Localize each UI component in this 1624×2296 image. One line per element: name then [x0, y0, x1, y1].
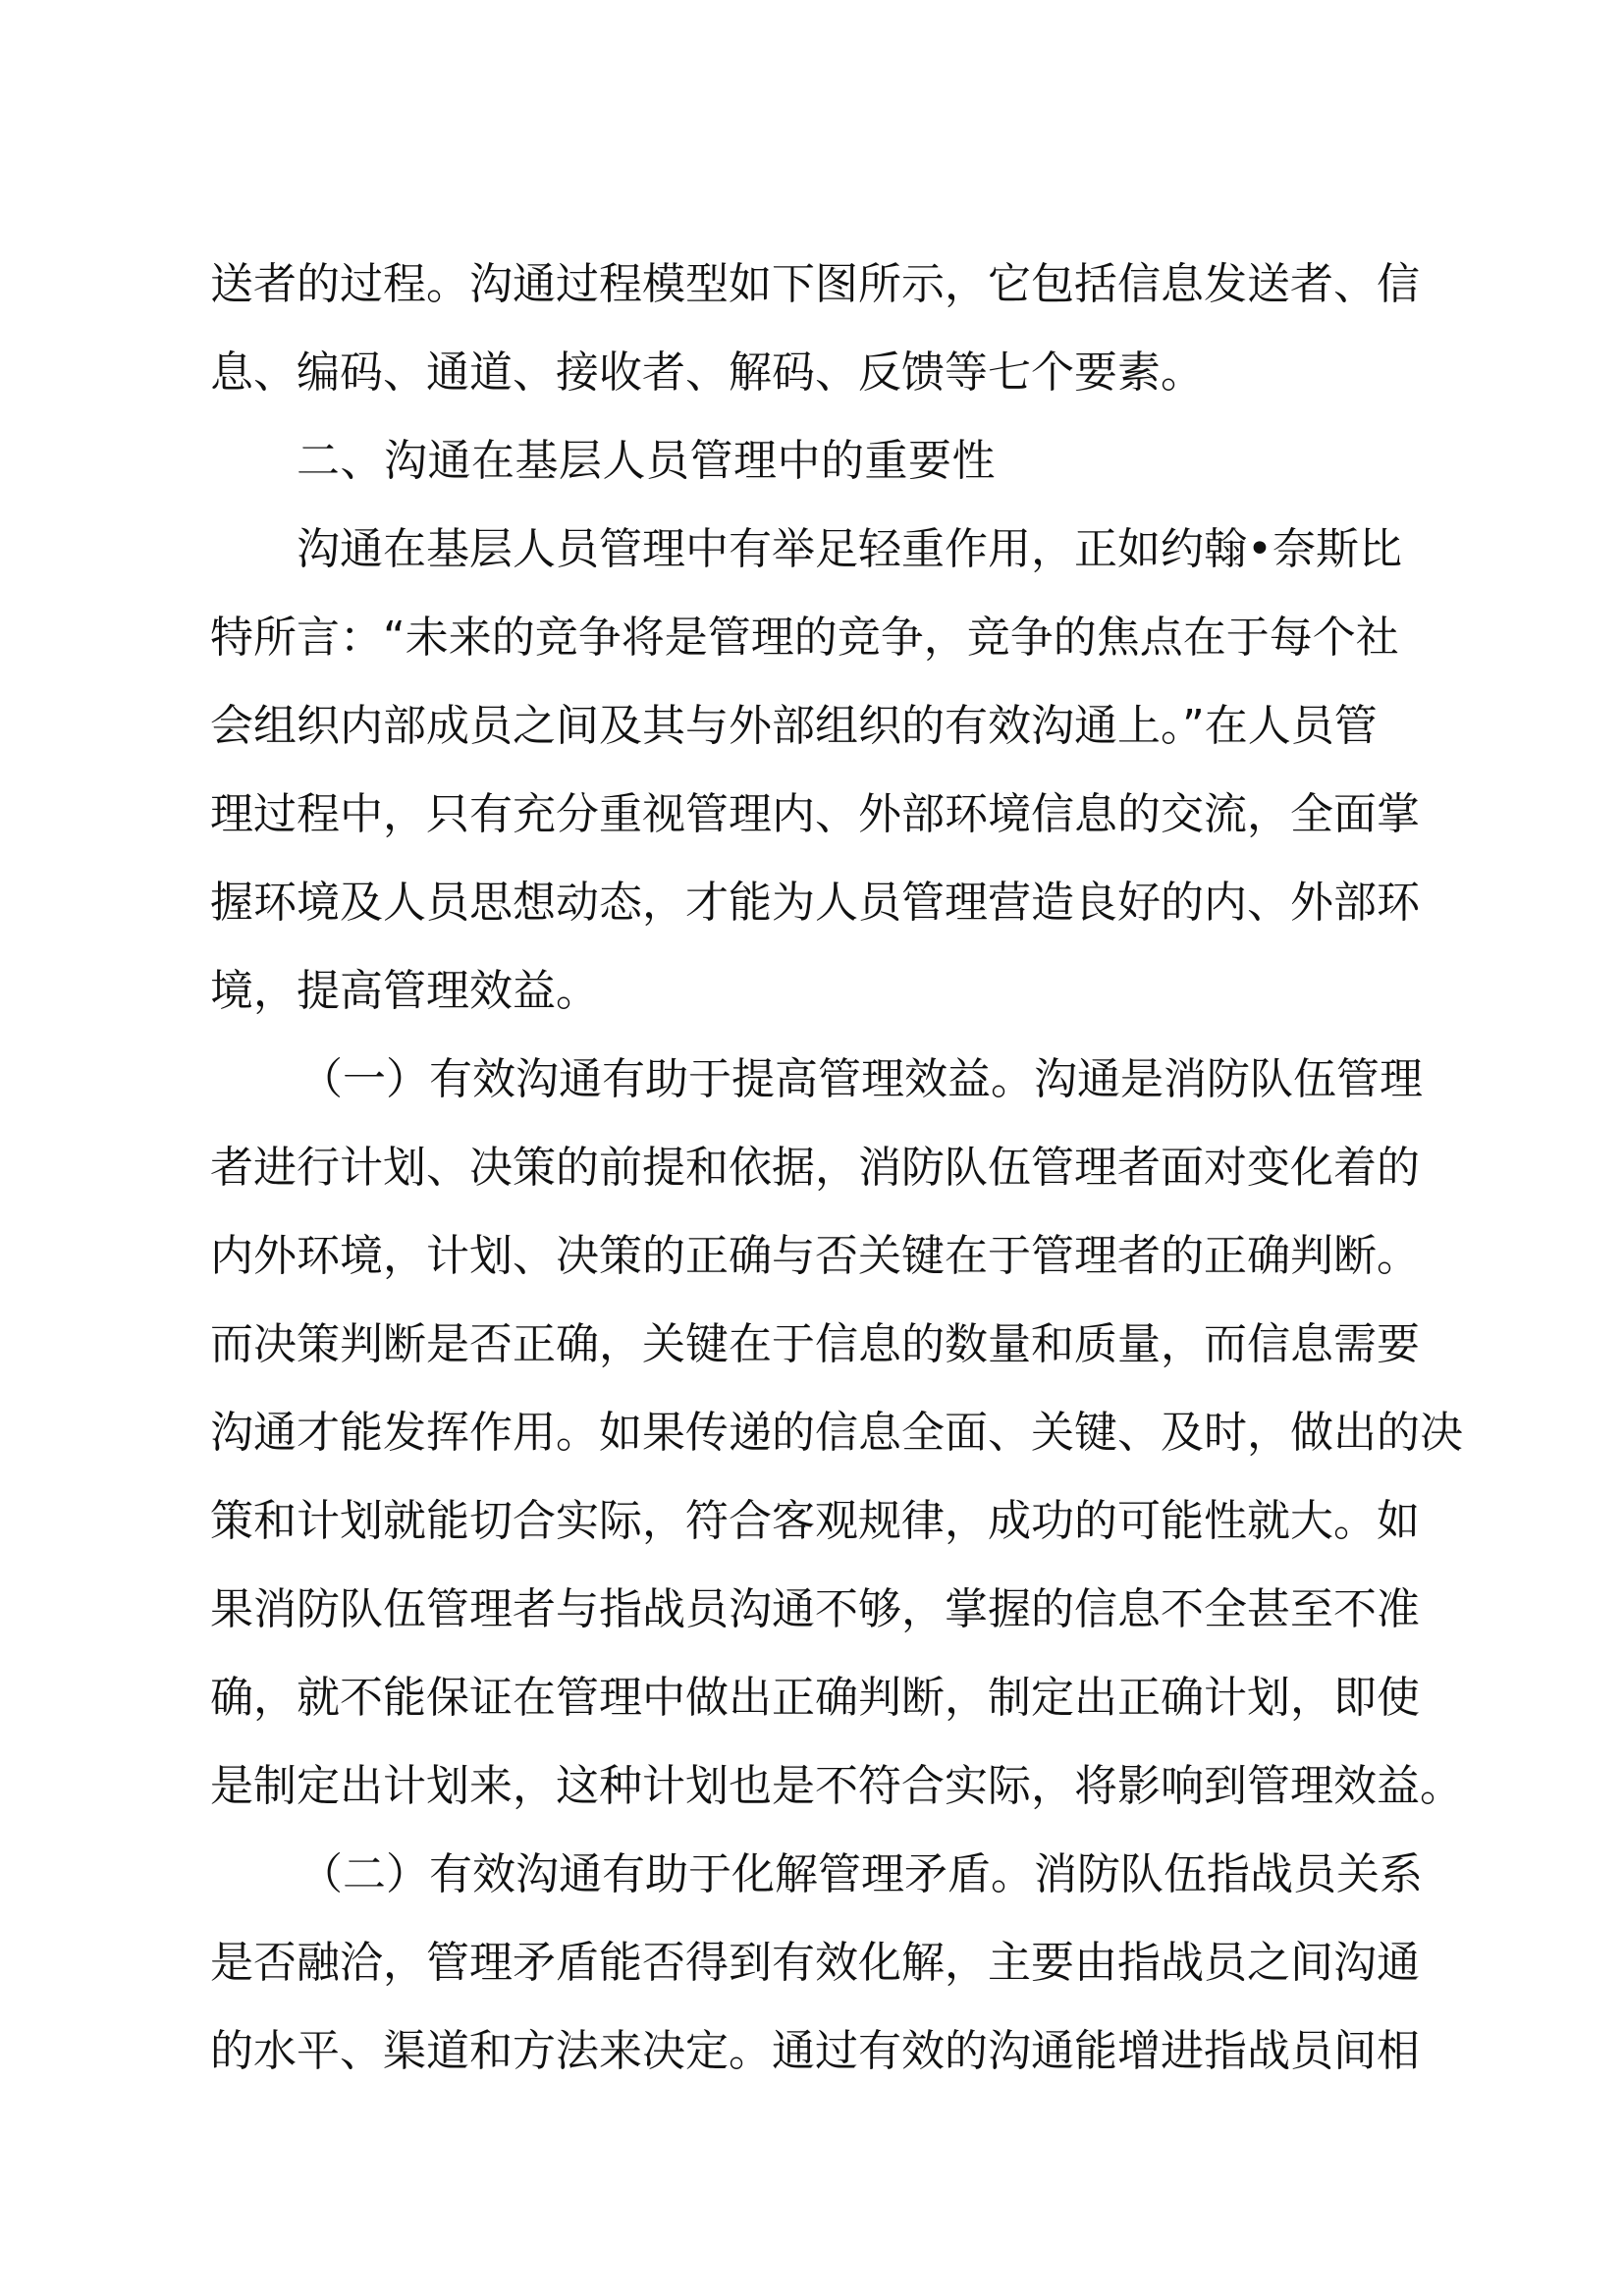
- text-line: 境，提高管理效益。: [210, 966, 599, 1016]
- text-line: 是制定出计划来，这种计划也是不符合实际，将影响到管理效益。: [210, 1761, 1463, 1811]
- text-line: 息、编码、通道、接收者、解码、反馈等七个要素。: [210, 347, 1204, 398]
- text-line: 内外环境，计划、决策的正确与否关键在于管理者的正确判断。: [210, 1231, 1420, 1281]
- subsection-line: （一）有效沟通有助于提高管理效益。沟通是消防队伍管理: [299, 1054, 1423, 1104]
- text-line: 者进行计划、决策的前提和依据，消防队伍管理者面对变化着的: [210, 1143, 1420, 1193]
- text-line: 果消防队伍管理者与指战员沟通不够，掌握的信息不全甚至不准: [210, 1584, 1420, 1634]
- text-line: 送者的过程。沟通过程模型如下图所示，它包括信息发送者、信: [210, 259, 1420, 309]
- text-line: 是否融洽，管理矛盾能否得到有效化解，主要由指战员之间沟通: [210, 1938, 1420, 1988]
- text-line: 的水平、渠道和方法来决定。通过有效的沟通能增进指战员间相: [210, 2026, 1420, 2076]
- text-line: 沟通才能发挥作用。如果传递的信息全面、关键、及时，做出的决: [210, 1408, 1463, 1458]
- text-line: 确，就不能保证在管理中做出正确判断，制定出正确计划，即使: [210, 1673, 1420, 1723]
- text-line: 特所言：“未来的竞争将是管理的竞争，竞争的焦点在于每个社: [210, 613, 1399, 663]
- text-line: 策和计划就能切合实际，符合客观规律，成功的可能性就大。如: [210, 1496, 1420, 1546]
- text-line: 理过程中，只有充分重视管理内、外部环境信息的交流，全面掌: [210, 789, 1420, 839]
- text-line: 会组织内部成员之间及其与外部组织的有效沟通上。”在人员管: [210, 701, 1378, 751]
- text-line: 而决策判断是否正确，关键在于信息的数量和质量，而信息需要: [210, 1319, 1420, 1369]
- subsection-line: （二）有效沟通有助于化解管理矛盾。消防队伍指战员关系: [299, 1849, 1423, 1899]
- section-heading: 二、沟通在基层人员管理中的重要性: [297, 436, 996, 486]
- text-line: 握环境及人员思想动态，才能为人员管理营造良好的内、外部环: [210, 878, 1420, 928]
- text-line: 沟通在基层人员管理中有举足轻重作用，正如约翰•奈斯比: [297, 524, 1402, 574]
